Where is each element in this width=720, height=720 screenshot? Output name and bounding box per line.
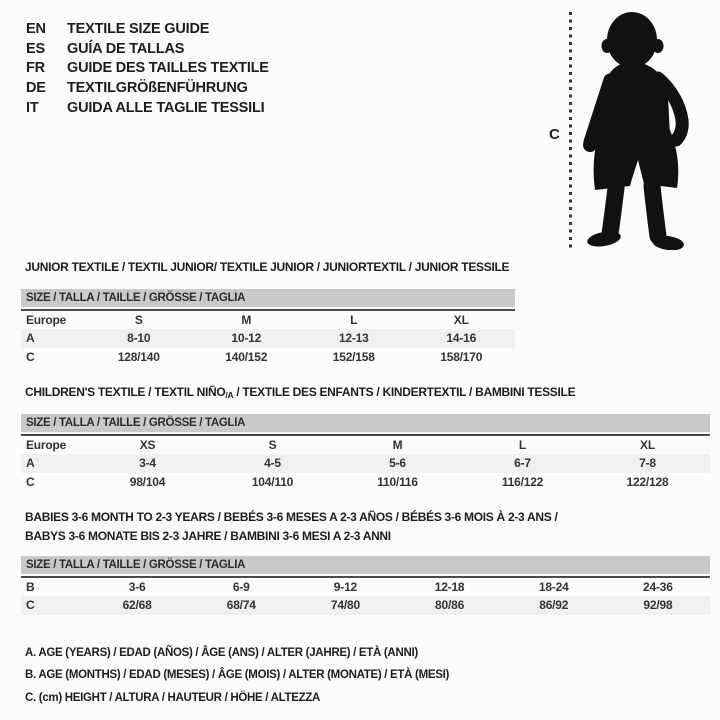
language-row-fr [26, 59, 269, 79]
size-cell: 86/92 [539, 598, 569, 613]
size-cell: 14-16 [446, 331, 477, 346]
size-cell: 9-12 [333, 579, 358, 594]
size-header-bar: SIZE / TALLA / TAILLE / GRÖSSE / TAGLIA [21, 556, 710, 574]
row-label: B [26, 579, 35, 594]
junior-size-table [21, 289, 515, 366]
size-cell: 98/104 [129, 474, 166, 489]
row-label: C [26, 349, 35, 364]
size-cell: 140/152 [225, 349, 268, 364]
legend-notes [25, 642, 449, 709]
language-title: GUÍA DE TALLAS [67, 40, 185, 57]
size-cell: 152/158 [332, 349, 375, 364]
language-title-list [26, 19, 269, 118]
size-header-bar: SIZE / TALLA / TAILLE / GRÖSSE / TAGLIA [21, 414, 710, 432]
language-row-es [26, 39, 269, 59]
size-cell: 5-6 [389, 456, 406, 471]
height-marker-label: C [549, 126, 560, 143]
size-cell: M [241, 312, 252, 327]
language-code: FR [26, 60, 45, 77]
size-cell: 104/110 [251, 474, 294, 489]
size-cell: 62/68 [122, 598, 152, 613]
row-label: Europe [26, 437, 67, 452]
size-cell: 92/98 [643, 598, 673, 613]
section-title-children [25, 385, 575, 402]
size-cell: S [134, 312, 143, 327]
size-cell: 3-6 [128, 579, 146, 594]
language-code: DE [26, 80, 46, 97]
table-row-europe [21, 311, 515, 330]
size-cell: 116/122 [501, 474, 544, 489]
size-cell: 122/128 [626, 474, 669, 489]
size-cell: 12-13 [338, 331, 369, 346]
row-label: C [26, 598, 35, 613]
size-cell: 6-7 [514, 456, 531, 471]
size-cell: 24-36 [643, 579, 673, 594]
size-cell: 80/86 [435, 598, 465, 613]
language-code: IT [26, 100, 39, 117]
row-label: A [26, 456, 35, 471]
legend-note-b: B. AGE (MONTHS) / EDAD (MESES) / ÂGE (MOIS) / ALTER (MONATE) / ETÀ (MESI) [25, 669, 450, 682]
language-code: ES [26, 40, 45, 57]
table-row-height [21, 596, 710, 615]
legend-note-a: A. AGE (YEARS) / EDAD (AÑOS) / ÂGE (ANS) / ALTER (JAHRE) / ETÀ (ANNI) [25, 647, 418, 659]
section-title-babies [25, 508, 557, 545]
size-cell: XL [640, 437, 655, 452]
table-row-height [21, 348, 515, 367]
language-title: GUIDA ALLE TAGLIE TESSILI [67, 100, 265, 117]
table-row-height [21, 473, 710, 492]
size-cell: 128/140 [117, 349, 160, 364]
toddler-silhouette-icon [580, 8, 702, 250]
title-line: BABIES 3-6 MONTH TO 2-3 YEARS / BEBÉS 3-6 MESES A 2-3 AÑOS / BÉBÉS 3-6 MOIS À 2-3 ANS / [25, 510, 558, 524]
size-cell: 158/170 [440, 349, 483, 364]
title-part: CHILDREN'S TEXTILE / TEXTIL NIÑO [25, 385, 226, 399]
height-dotted-line [569, 12, 572, 250]
language-title: TEXTILGRÖßENFÜHRUNG [67, 80, 248, 97]
size-cell: 8-10 [127, 331, 151, 346]
size-cell: 18-24 [538, 579, 569, 594]
table-row-age-years [21, 454, 710, 473]
language-row-it [26, 98, 269, 118]
language-row-de [26, 78, 269, 98]
row-label: C [26, 474, 35, 489]
size-cell: 110/116 [377, 474, 418, 489]
title-part: / TEXTILE DES ENFANTS / KINDERTEXTIL / BAMBINI TESSILE [233, 385, 576, 399]
table-row-age-years [21, 329, 515, 348]
size-cell: 3-4 [139, 456, 156, 471]
title-subscript: /A [225, 390, 234, 400]
babies-size-table [21, 556, 710, 615]
size-cell: 68/74 [226, 598, 256, 613]
legend-note-c: C. (cm) HEIGHT / ALTURA / HAUTEUR / HÖHE / ALTEZZA [25, 691, 321, 704]
size-cell: 10-12 [231, 331, 262, 346]
size-cell: 7-8 [639, 456, 656, 471]
size-cell: M [392, 437, 403, 452]
size-cell: L [350, 312, 358, 327]
size-cell: XL [453, 312, 469, 327]
size-cell: 12-18 [434, 579, 465, 594]
language-title: GUIDE DES TAILLES TEXTILE [67, 60, 269, 77]
title-line: BABYS 3-6 MONATE BIS 2-3 JAHRE / BAMBINI 3-6 MESI A 2-3 ANNI [25, 528, 391, 543]
size-cell: L [518, 437, 527, 452]
size-cell: S [268, 437, 277, 452]
row-label: Europe [26, 312, 67, 327]
children-size-table [21, 414, 710, 491]
section-title-junior: JUNIOR TEXTILE / TEXTIL JUNIOR/ TEXTILE JUNIOR / JUNIORTEXTIL / JUNIOR TESSILE [25, 260, 510, 274]
size-header-bar: SIZE / TALLA / TAILLE / GRÖSSE / TAGLIA [21, 289, 515, 307]
language-code: EN [26, 20, 46, 37]
size-cell: 6-9 [232, 579, 250, 594]
table-row-europe [21, 436, 710, 455]
language-title: TEXTILE SIZE GUIDE [67, 20, 210, 37]
size-cell: 74/80 [330, 598, 360, 613]
row-label: A [26, 331, 35, 346]
size-cell: XS [139, 437, 156, 452]
language-row-en [26, 19, 269, 39]
size-cell: 4-5 [264, 456, 281, 471]
table-row-age-months [21, 578, 710, 597]
